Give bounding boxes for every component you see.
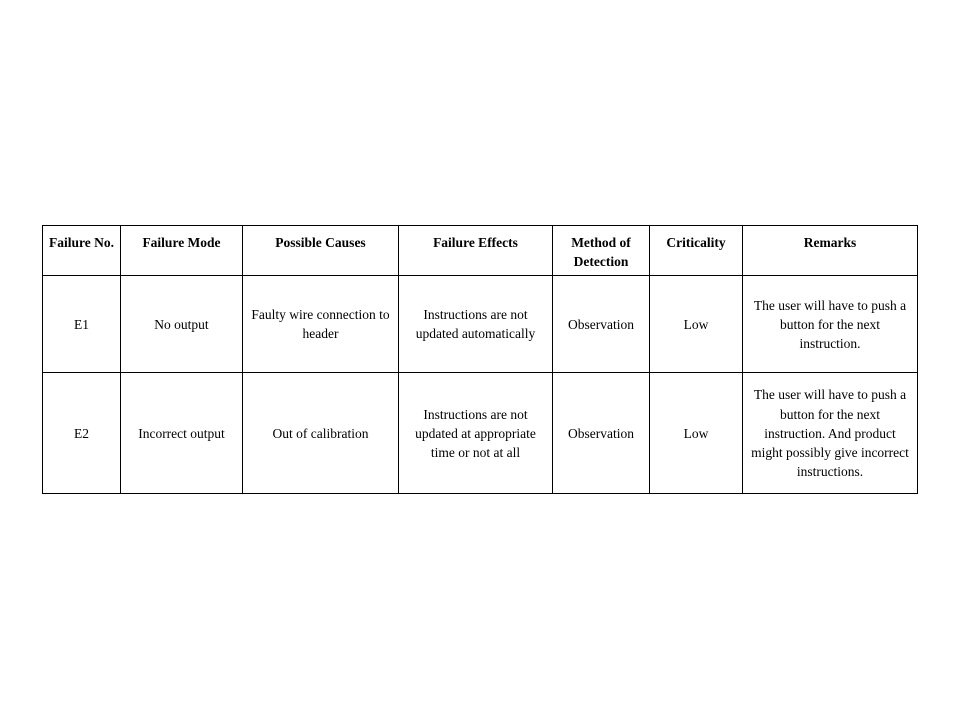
header-failure-mode: Failure Mode — [121, 226, 243, 276]
cell-method-of-detection: Observation — [553, 276, 650, 373]
cell-failure-mode: Incorrect output — [121, 373, 243, 494]
table-row — [43, 373, 918, 494]
cell-failure-effects: Instructions are not updated automatically — [399, 276, 553, 373]
header-method-of-detection: Method of Detection — [553, 226, 650, 276]
cell-criticality: Low — [650, 276, 743, 373]
header-row — [43, 226, 918, 276]
cell-possible-causes: Out of calibration — [243, 373, 399, 494]
cell-failure-no: E2 — [43, 373, 121, 494]
cell-remarks: The user will have to push a button for the next instruction. — [743, 276, 918, 373]
table-row — [43, 276, 918, 373]
header-criticality: Criticality — [650, 226, 743, 276]
cell-criticality: Low — [650, 373, 743, 494]
header-remarks: Remarks — [743, 226, 918, 276]
cell-failure-mode: No output — [121, 276, 243, 373]
cell-failure-effects: Instructions are not updated at appropriate time or not at all — [399, 373, 553, 494]
header-failure-effects: Failure Effects — [399, 226, 553, 276]
cell-failure-no: E1 — [43, 276, 121, 373]
header-possible-causes: Possible Causes — [243, 226, 399, 276]
header-failure-no: Failure No. — [43, 226, 121, 276]
fmea-table — [42, 225, 918, 494]
cell-remarks: The user will have to push a button for the next instruction. And product might possibly give incorrect instructions. — [743, 373, 918, 494]
cell-method-of-detection: Observation — [553, 373, 650, 494]
cell-possible-causes: Faulty wire connection to header — [243, 276, 399, 373]
